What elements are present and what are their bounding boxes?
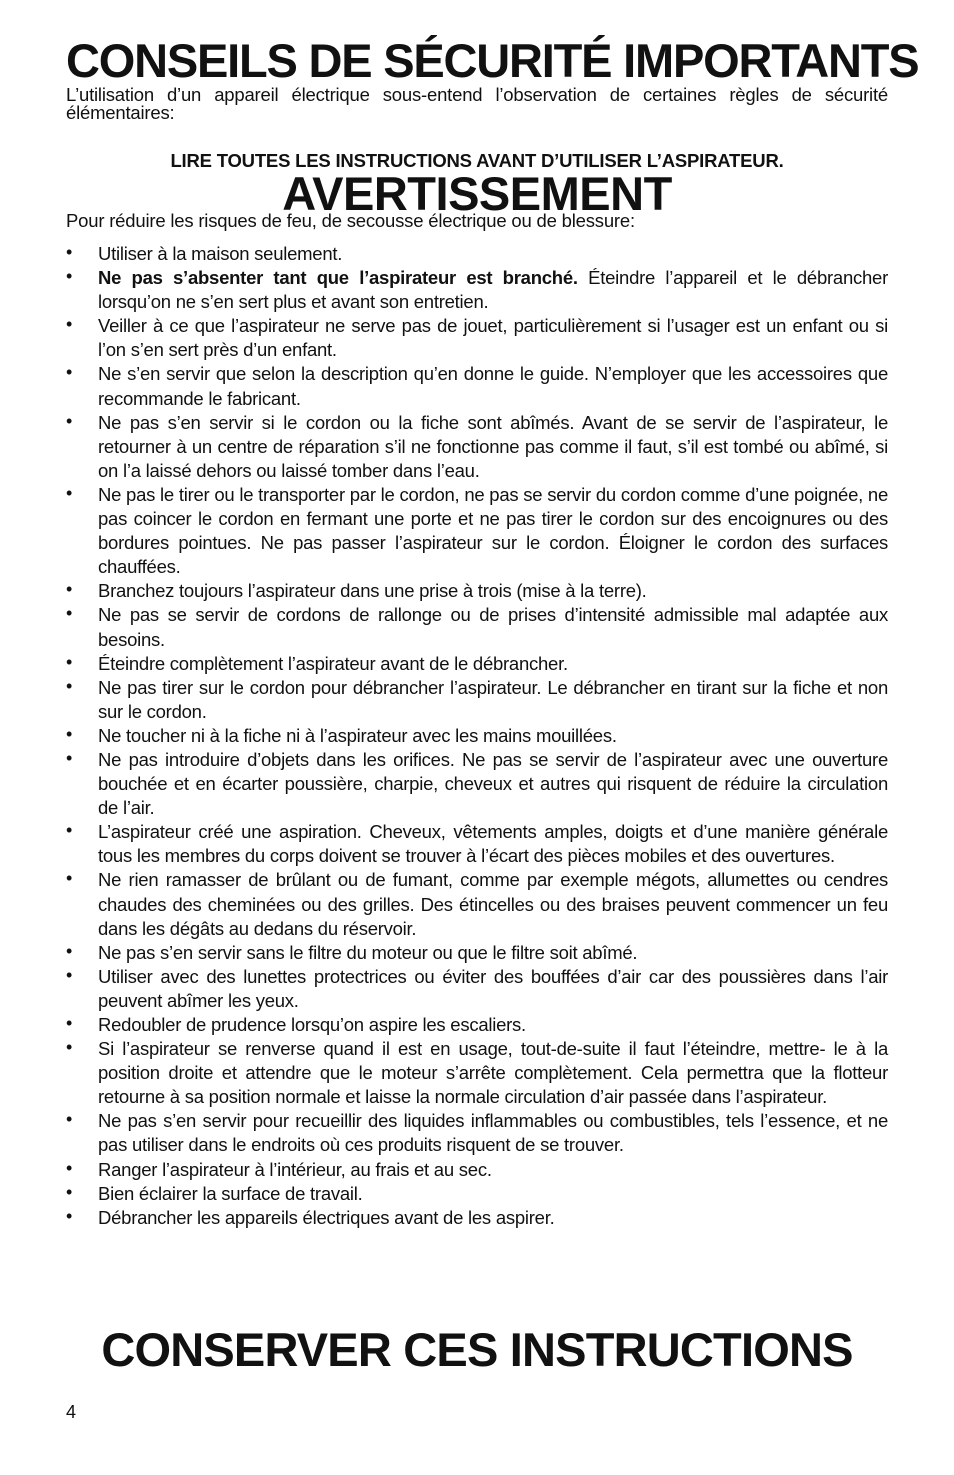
bullet-icon: • xyxy=(66,603,73,624)
bullet-icon: • xyxy=(66,482,73,503)
bullet-icon: • xyxy=(66,242,73,262)
warning-title: AVERTISSEMENT xyxy=(282,167,672,220)
safety-rule-emphasis: Ne pas s’absenter tant que l’aspirateur est branché. xyxy=(98,267,578,289)
safety-rule-text: Ne pas s’en servir sans le filtre du moteur ou que le filtre soit abîmé. xyxy=(98,941,638,963)
safety-rule-text: Si l’aspirateur se renverse quand il est en usage, tout-de-suite il faut l’éteindre, mettre- le à la position droite et attendre que le moteur s’arrête complètement. Cela permettra que la flotteur retourne à sa position normale et laisse la normale circulation d’air passée dans l’aspirateur. xyxy=(98,1038,888,1108)
bullet-icon: • xyxy=(66,1205,73,1226)
bullet-icon: • xyxy=(66,314,73,335)
safety-rule-text: Bien éclairer la surface de travail. xyxy=(98,1182,363,1204)
safety-rule-text: Ne toucher ni à la fiche ni à l’aspirateur avec les mains mouillées. xyxy=(98,724,617,746)
safety-rule-text: Éteindre l’appareil et le débrancher lorsqu’on ne s’en sert plus et avant son entretien. xyxy=(98,267,888,313)
safety-rule-text: Débrancher les appareils électriques avant de les aspirer. xyxy=(98,1206,555,1228)
safety-rule-text: Branchez toujours l’aspirateur dans une prise à trois (mise à la terre). xyxy=(98,580,647,602)
bullet-icon: • xyxy=(66,723,73,744)
safety-rules-list xyxy=(66,242,888,1230)
bullet-icon: • xyxy=(66,410,73,431)
safety-rule-text: Ne s’en servir que selon la description qu’en donne le guide. N’employer que les accessoires que recommande le fabricant. xyxy=(98,363,888,409)
bullet-icon: • xyxy=(66,1037,73,1058)
safety-rule-text: Ne pas le tirer ou le transporter par le cordon, ne pas se servir du cordon comme d’une poignée, ne pas coincer le cordon en fermant une porte et ne pas tirer le cordon sur des encoignures ou des bordures pointues. Ne pas passer l’aspirateur sur le cordon. Éloigner le cordon des surfaces chauffées. xyxy=(98,483,888,578)
safety-rule-item xyxy=(66,724,888,748)
safety-rule-item xyxy=(66,362,888,410)
bullet-icon: • xyxy=(66,1109,73,1130)
safety-rule-text: Utiliser avec des lunettes protectrices ou éviter des bouffées d’air car des poussières dans l’air peuvent abîmer les yeux. xyxy=(98,965,888,1011)
bullet-icon: • xyxy=(66,651,73,672)
safety-rule-item xyxy=(66,242,888,266)
safety-rule-item xyxy=(66,1182,888,1206)
safety-rule-item xyxy=(66,941,888,965)
warning-intro: Pour réduire les risques de feu, de secousse électrique ou de blessure: xyxy=(66,210,635,231)
safety-rule-item xyxy=(66,266,888,314)
bullet-icon: • xyxy=(66,820,73,841)
bullet-icon: • xyxy=(66,964,73,985)
safety-rule-item xyxy=(66,652,888,676)
safety-rule-item xyxy=(66,676,888,724)
safety-rule-text: Utiliser à la maison seulement. xyxy=(98,243,343,264)
document-page xyxy=(66,34,919,1230)
bullet-icon: • xyxy=(66,266,73,287)
safety-rule-item xyxy=(66,868,888,940)
safety-rule-item xyxy=(66,1158,888,1182)
safety-rule-item xyxy=(66,1109,888,1157)
bullet-icon: • xyxy=(66,362,73,383)
page-number: 4 xyxy=(66,1402,77,1422)
safety-rule-item xyxy=(66,1037,888,1109)
safety-rule-text: Ne rien ramasser de brûlant ou de fumant, comme par exemple mégots, allumettes ou cendres chaudes des cheminées ou des grilles. Des étincelles ou des braises peuvent commencer un feu dans les dégâts au dedans du réservoir. xyxy=(98,869,888,939)
bullet-icon: • xyxy=(66,747,73,768)
safety-rule-text: Ne pas s’en servir si le cordon ou la fiche sont abîmés. Avant de se servir de l’aspirateur, le retourner à un centre de réparation s’il ne fonctionne pas comme il faut, s’il est tombé ou abîmé, si on l’a laissé dehors ou laissé tomber dans l’eau. xyxy=(98,411,888,481)
safety-rule-item xyxy=(66,314,888,362)
safety-rule-text: Ranger l’aspirateur à l’intérieur, au frais et au sec. xyxy=(98,1158,492,1180)
safety-rule-text: Éteindre complètement l’aspirateur avant de le débrancher. xyxy=(98,652,568,674)
bullet-icon: • xyxy=(66,1013,73,1033)
safety-rule-item xyxy=(66,1013,888,1037)
safety-rule-text: Redoubler de prudence lorsqu’on aspire les escaliers. xyxy=(98,1014,526,1035)
safety-rule-text: Ne pas introduire d’objets dans les orifices. Ne pas se servir de l’aspirateur avec une ouverture bouchée et en écarter poussière, charpie, cheveux et autres qui risquent de réduire la circulation de l’air. xyxy=(98,748,888,819)
safety-rule-item xyxy=(66,1206,888,1230)
page-title: CONSEILS DE SÉCURITÉ IMPORTANTS xyxy=(66,34,919,87)
safety-rule-item xyxy=(66,411,888,483)
read-all-instructions-heading: LIRE TOUTES LES INSTRUCTIONS AVANT D’UTILISER L’ASPIRATEUR. xyxy=(170,150,784,171)
safety-rule-item xyxy=(66,483,888,579)
keep-instructions-title: CONSERVER CES INSTRUCTIONS xyxy=(101,1323,853,1376)
bullet-icon: • xyxy=(66,940,73,961)
bullet-icon: • xyxy=(66,675,73,696)
safety-rule-item xyxy=(66,820,888,868)
safety-rule-item xyxy=(66,748,888,820)
safety-rule-text: L’aspirateur créé une aspiration. Cheveux, vêtements amples, doigts et d’une manière générale tous les membres du corps doivent se trouver à l’écart des pièces mobiles et des ouvertures. xyxy=(98,821,888,867)
intro-paragraph: L’utilisation d’un appareil électrique sous-entend l’observation de certaines règles de sécurité élémentaires: xyxy=(66,84,888,123)
safety-rule-item xyxy=(66,965,888,1013)
bullet-icon: • xyxy=(66,1157,73,1178)
safety-rule-text: Ne pas tirer sur le cordon pour débrancher l’aspirateur. Le débrancher en tirant sur la fiche et non sur le cordon. xyxy=(98,676,888,722)
bullet-icon: • xyxy=(66,868,73,889)
safety-rule-item xyxy=(66,579,888,603)
bullet-icon: • xyxy=(66,1181,73,1202)
safety-rule-text: Ne pas se servir de cordons de rallonge ou de prises d’intensité admissible mal adaptée aux besoins. xyxy=(98,604,888,650)
safety-rule-item xyxy=(66,603,888,651)
bullet-icon: • xyxy=(66,579,73,600)
safety-rule-text: Veiller à ce que l’aspirateur ne serve pas de jouet, particulièrement si l’usager est un enfant ou si l’on s’en sert près d’un enfant. xyxy=(98,315,888,361)
safety-rule-text: Ne pas s’en servir pour recueillir des liquides inflammables ou combustibles, tels l’essence, et ne pas utiliser dans le endroits où ces produits risquent de se trouver. xyxy=(98,1110,888,1156)
